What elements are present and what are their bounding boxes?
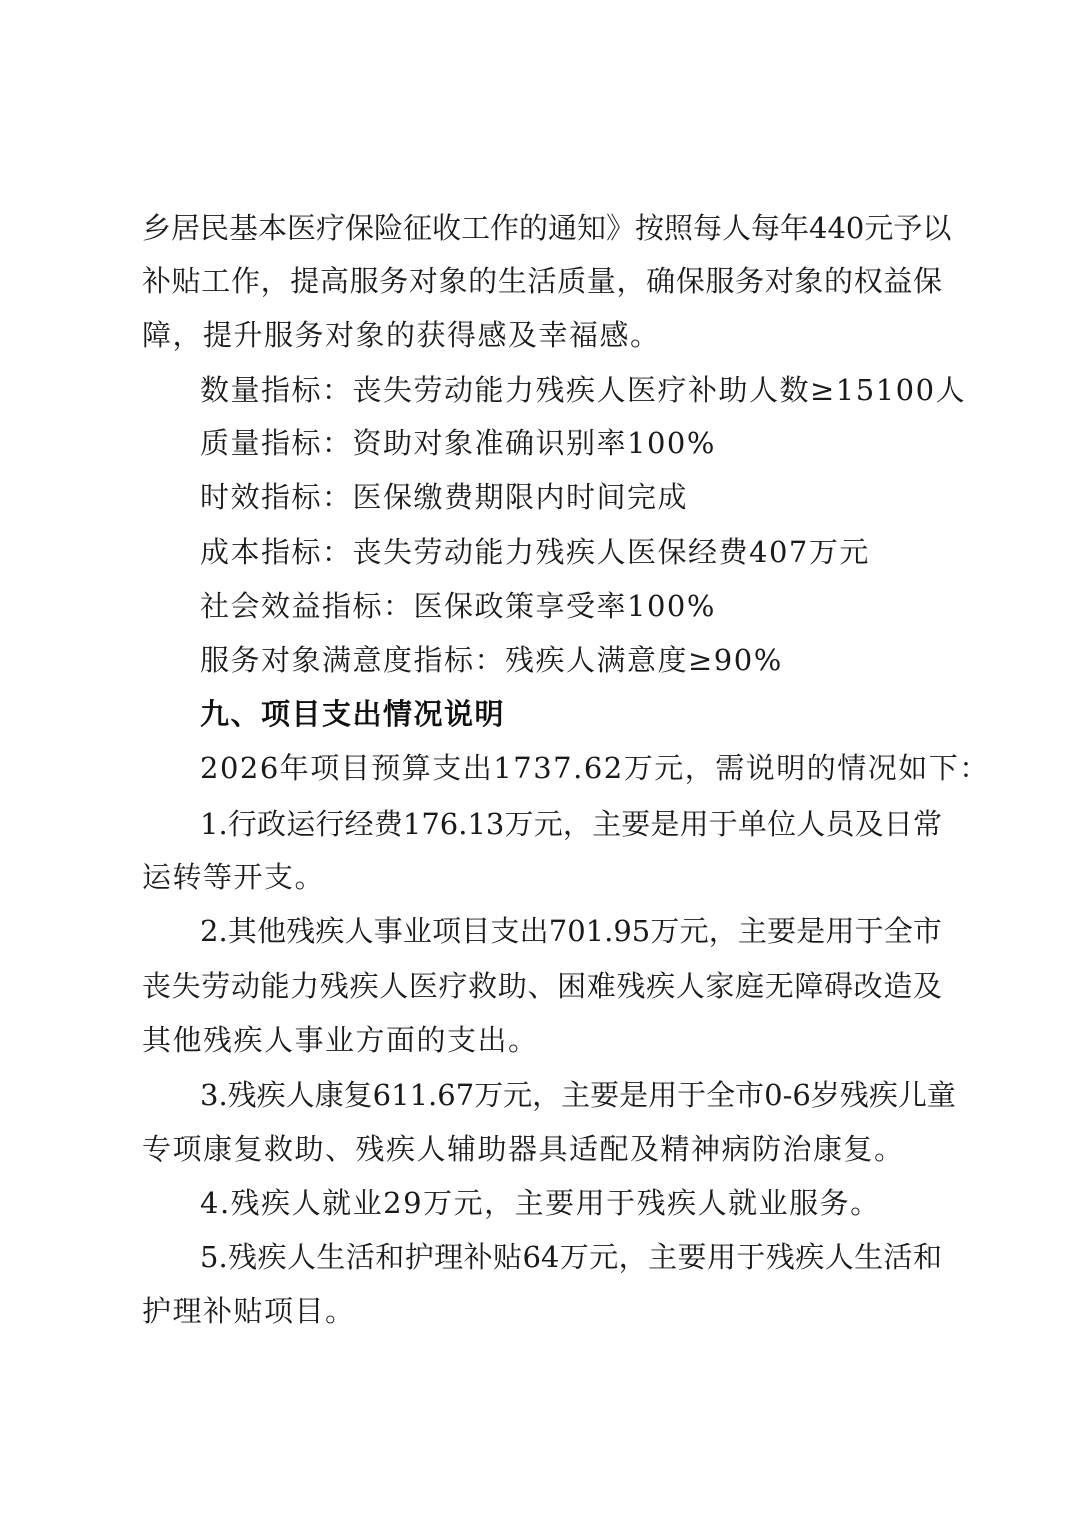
indicator-cost: 成本指标：丧失劳动能力残疾人医保经费407万元 xyxy=(200,535,870,569)
paragraph-line: 其他残疾人事业方面的支出。 xyxy=(142,1023,539,1057)
paragraph-line: 2026年项目预算支出1737.62万元，需说明的情况如下： xyxy=(200,751,990,785)
section-heading: 九、项目支出情况说明 xyxy=(200,697,506,731)
list-item-5: 5.残疾人生活和护理补贴64万元，主要用于残疾人生活和 xyxy=(200,1240,942,1274)
paragraph-line: 运转等开支。 xyxy=(142,860,326,894)
paragraph-line: 障，提升服务对象的获得感及幸福感。 xyxy=(142,318,661,352)
indicator-quantity: 数量指标：丧失劳动能力残疾人医疗补助人数≥15100人 xyxy=(200,373,967,407)
paragraph-line: 护理补贴项目。 xyxy=(142,1294,356,1328)
list-item-1: 1.行政运行经费176.13万元，主要是用于单位人员及日常 xyxy=(200,807,942,841)
paragraph-line: 乡居民基本医疗保险征收工作的通知》按照每人每年440元予以 xyxy=(142,211,952,245)
paragraph-line: 丧失劳动能力残疾人医疗救助、困难残疾人家庭无障碍改造及 xyxy=(142,969,942,1003)
list-item-4: 4.残疾人就业29万元，主要用于残疾人就业服务。 xyxy=(200,1186,881,1220)
indicator-timeliness: 时效指标：医保缴费期限内时间完成 xyxy=(200,480,689,514)
list-item-3: 3.残疾人康复611.67万元，主要是用于全市0-6岁残疾儿童 xyxy=(200,1078,956,1112)
indicator-quality: 质量指标：资助对象准确识别率100% xyxy=(200,426,716,460)
indicator-satisfaction: 服务对象满意度指标：残疾人满意度≥90% xyxy=(200,643,783,677)
list-item-2: 2.其他残疾人事业项目支出701.95万元，主要是用于全市 xyxy=(200,914,942,948)
indicator-social-benefit: 社会效益指标：医保政策享受率100% xyxy=(200,589,716,623)
paragraph-line: 补贴工作，提高服务对象的生活质量，确保服务对象的权益保 xyxy=(142,264,942,298)
paragraph-line: 专项康复救助、残疾人辅助器具适配及精神病防治康复。 xyxy=(142,1132,905,1166)
